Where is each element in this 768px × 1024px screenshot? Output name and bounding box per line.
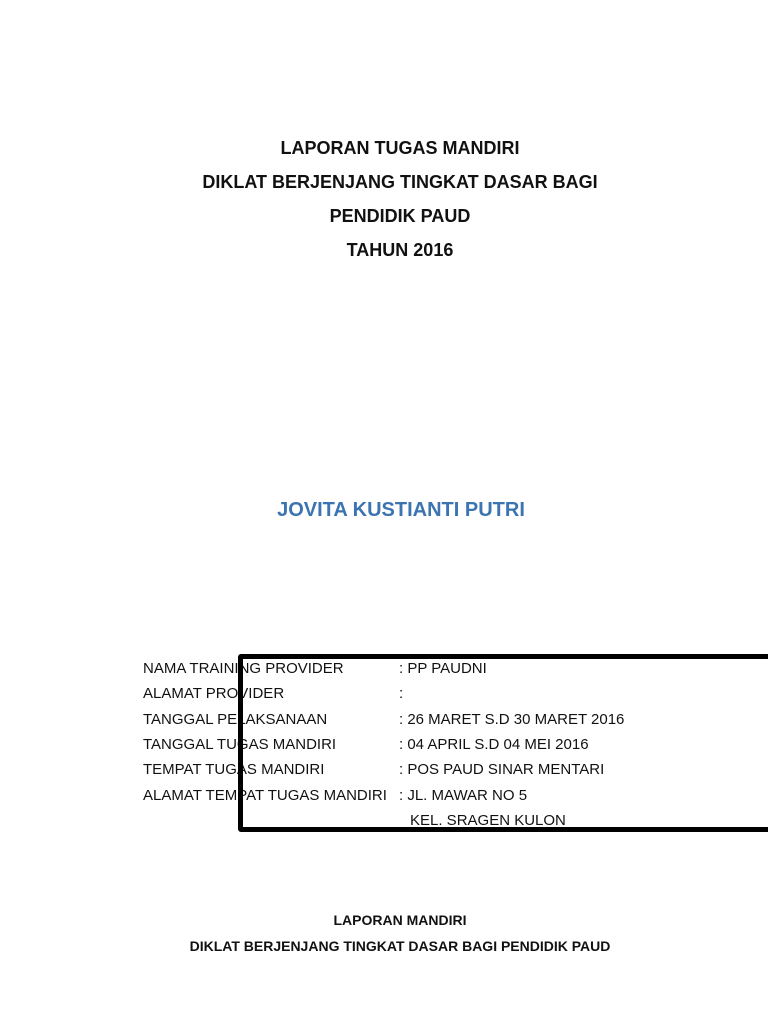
report-year: TAHUN 2016 <box>346 240 454 260</box>
info-value: : POS PAUD SINAR MENTARI <box>399 761 605 778</box>
report-title: LAPORAN TUGAS MANDIRI <box>280 138 520 158</box>
info-label: TANGGAL TUGAS MANDIRI <box>143 736 337 753</box>
info-label: NAMA TRAINING PROVIDER <box>143 660 344 677</box>
footer-title: LAPORAN MANDIRI <box>333 912 467 928</box>
report-subtitle: DIKLAT BERJENJANG TINGKAT DASAR BAGI <box>202 172 598 192</box>
info-value: : 26 MARET S.D 30 MARET 2016 <box>399 711 625 728</box>
info-label: ALAMAT PROVIDER <box>143 685 285 702</box>
author-name: JOVITA KUSTIANTI PUTRI <box>277 499 525 521</box>
info-label: ALAMAT TEMPAT TUGAS MANDIRI <box>143 787 387 804</box>
info-value-continuation: KEL. SRAGEN KULON <box>410 812 566 829</box>
info-value: : 04 APRIL S.D 04 MEI 2016 <box>399 736 589 753</box>
info-label: TANGGAL PELAKSANAAN <box>143 711 328 728</box>
info-value: : PP PAUDNI <box>399 660 487 677</box>
report-subtitle-2: PENDIDIK PAUD <box>329 206 471 226</box>
info-value: : <box>399 685 404 702</box>
info-label: TEMPAT TUGAS MANDIRI <box>143 761 325 778</box>
footer-subtitle: DIKLAT BERJENJANG TINGKAT DASAR BAGI PENDIDIK PAUD <box>189 938 611 954</box>
info-value: : JL. MAWAR NO 5 <box>399 787 528 804</box>
rectangle-frame <box>238 654 768 832</box>
